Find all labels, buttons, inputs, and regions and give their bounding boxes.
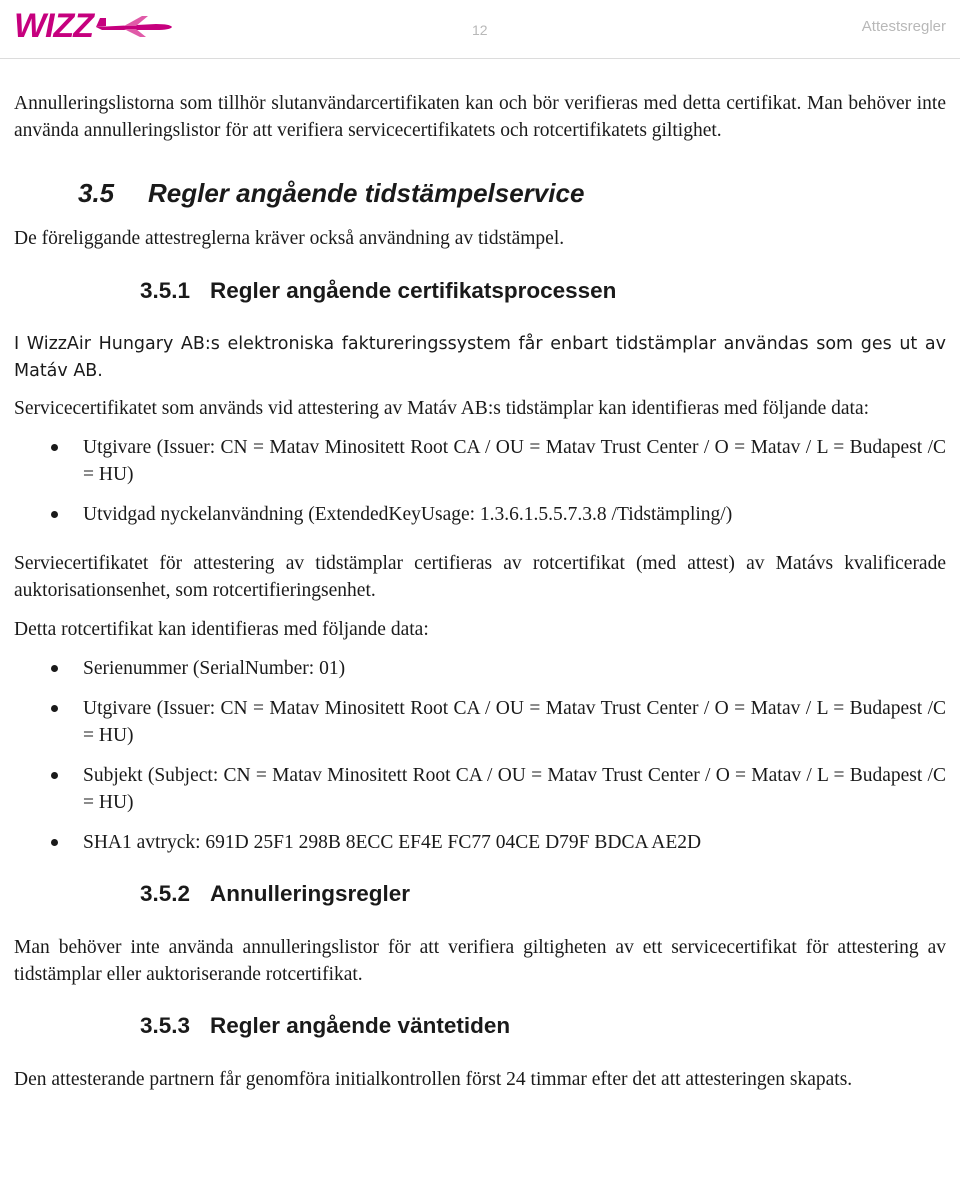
issuer-data-list xyxy=(14,434,946,528)
paragraph-3-5-3: Den attesterande partnern får genomföra initialkontrollen först 24 timmar efter det att attesteringen skapats. xyxy=(14,1069,853,1090)
header-divider xyxy=(0,58,960,59)
section-heading-3-5-2 xyxy=(14,880,946,908)
section-number: 3.5.3 xyxy=(140,1013,191,1038)
airplane-icon xyxy=(94,14,174,38)
wizzair-logo xyxy=(14,4,174,48)
section-number: 3.5 xyxy=(78,178,115,208)
list-item: Subjekt (Subject: CN = Matav Minositett Root CA / OU = Matav Trust Center / O = Matav / L = Budapest /C = HU) xyxy=(14,762,946,816)
page-header xyxy=(0,0,960,60)
paragraph-3-5-2: Man behöver inte använda annulleringslistor för att verifiera giltigheten av ett servicecertifikat för attestering av tidstämplar eller auktoriserande rotcertifikat. xyxy=(14,937,946,985)
section-number: 3.5.2 xyxy=(140,881,191,906)
paragraph-3-5-1-a: I WizzAir Hungary AB:s elektroniska faktureringssystem får enbart tidstämplar användas som ges ut av Matáv AB. xyxy=(14,334,946,381)
section-heading-3-5 xyxy=(14,178,946,208)
section-heading-3-5-3 xyxy=(14,1012,946,1040)
paragraph-intro: Annulleringslistorna som tillhör slutanvändarcertifikaten kan och bör verifieras med detta certifikat. Man behöver inte använda annulleringslistor för att verifiera servicecertifikatets och rotcertifikatets giltighet. xyxy=(14,93,946,141)
section-title: Regler angående väntetiden xyxy=(210,1013,511,1038)
document-body xyxy=(14,90,946,1093)
section-number: 3.5.1 xyxy=(140,278,191,303)
logo-wordmark: WIZZ xyxy=(14,7,94,45)
section-title: Regler angående tidstämpelservice xyxy=(148,178,585,208)
section-heading-3-5-1 xyxy=(14,277,946,305)
list-item: Utgivare (Issuer: CN = Matav Minositett Root CA / OU = Matav Trust Center / O = Matav / L = Budapest /C = HU) xyxy=(14,695,946,749)
paragraph-3-5-1-b: Servicecertifikatet som används vid attestering av Matáv AB:s tidstämplar kan identifieras med följande data: xyxy=(14,398,870,419)
list-item: Utvidgad nyckelanvändning (ExtendedKeyUsage: 1.3.6.1.5.5.7.3.8 /Tidstämpling/) xyxy=(14,501,946,528)
list-item: Serienummer (SerialNumber: 01) xyxy=(14,655,946,682)
paragraph-3-5-1-c: Serviecertifikatet för attestering av tidstämplar certifieras av rotcertifikat (med attest) av Matávs kvalificerade auktorisationsenhet, som rotcertifieringsenhet. xyxy=(14,553,946,601)
root-cert-data-list xyxy=(14,655,946,856)
page-number: 12 xyxy=(472,22,488,38)
list-item: Utgivare (Issuer: CN = Matav Minositett Root CA / OU = Matav Trust Center / O = Matav / L = Budapest /C = HU) xyxy=(14,434,946,488)
section-title: Annulleringsregler xyxy=(210,881,411,906)
paragraph-3-5-1-d: Detta rotcertifikat kan identifieras med följande data: xyxy=(14,619,429,640)
list-item: SHA1 avtryck: 691D 25F1 298B 8ECC EF4E FC77 04CE D79F BDCA AE2D xyxy=(14,829,946,856)
document-title: Attestsregler xyxy=(861,18,946,35)
paragraph-3-5: De föreliggande attestreglerna kräver också användning av tidstämpel. xyxy=(14,228,565,249)
section-title: Regler angående certifikatsprocessen xyxy=(210,278,617,303)
